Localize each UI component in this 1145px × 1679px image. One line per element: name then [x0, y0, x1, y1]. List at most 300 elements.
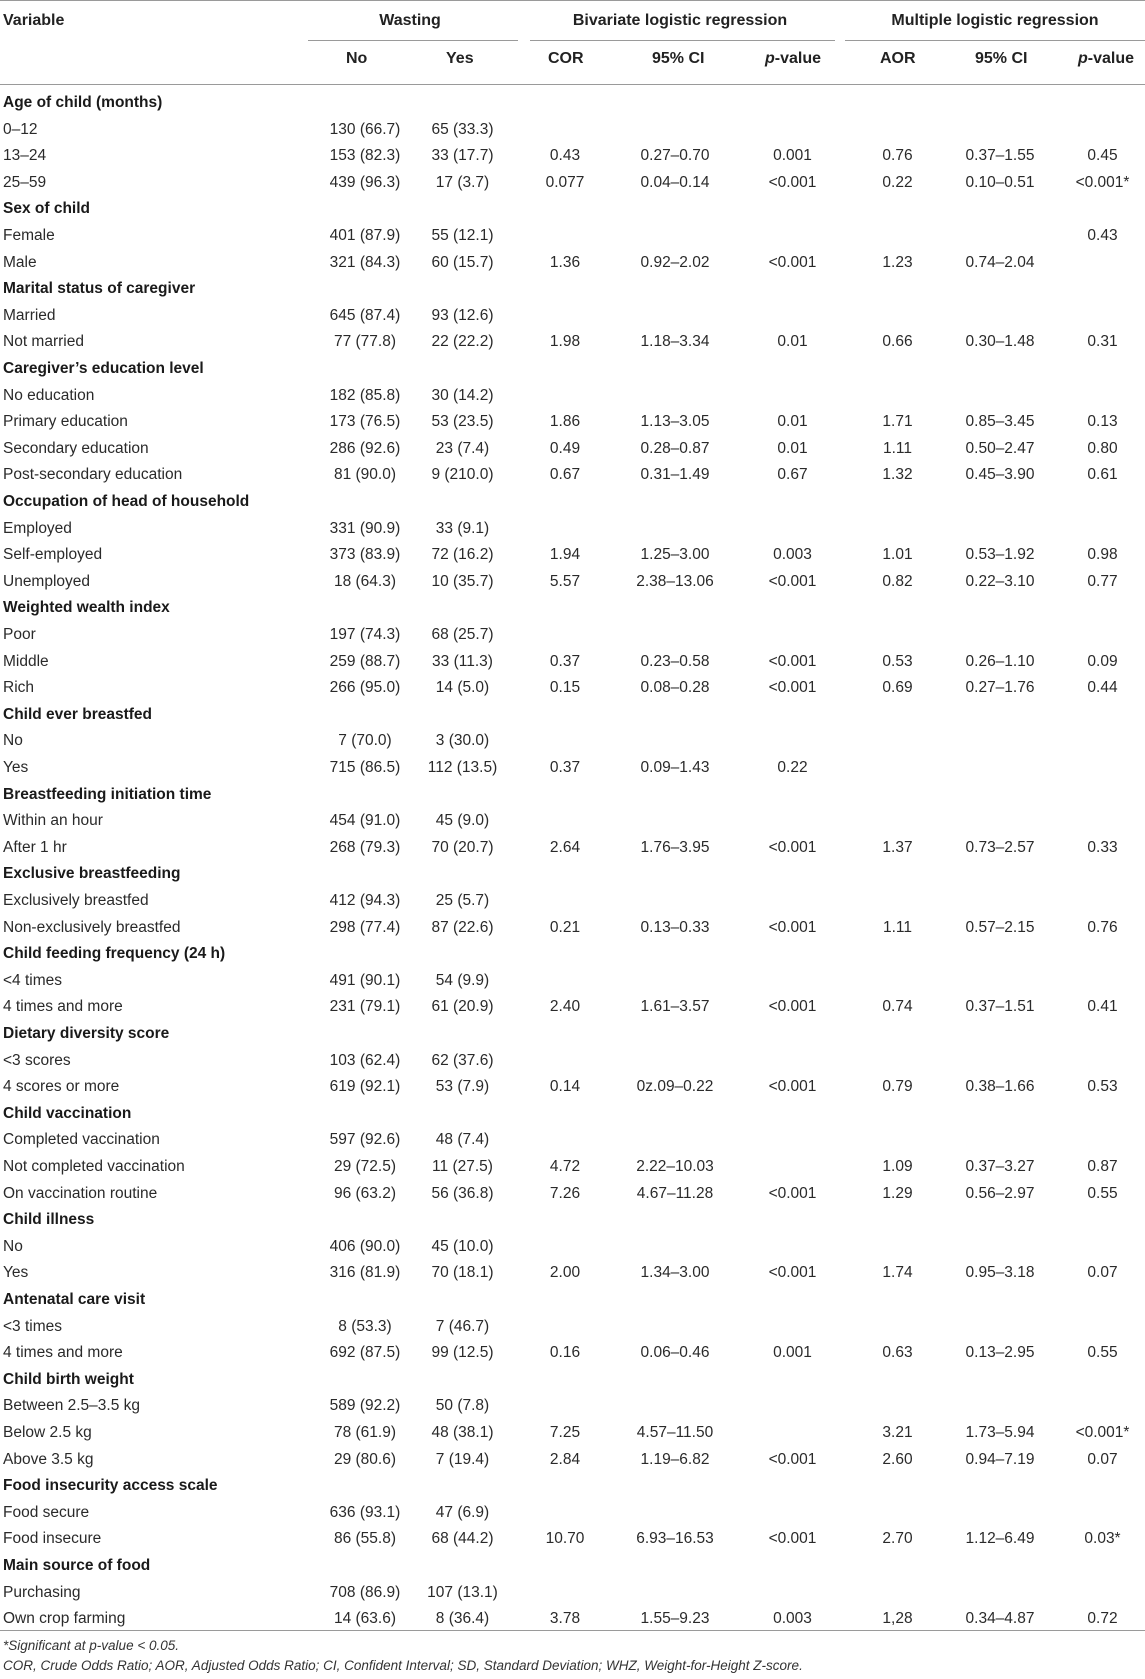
section-header-row [0, 489, 1145, 515]
variable-header: Variable [3, 12, 65, 29]
group-header-wasting: Wasting [379, 12, 441, 29]
cell-yes: 33 (9.1) [435, 519, 490, 537]
cell-aor: 1.23 [882, 253, 913, 271]
section-label: Child feeding frequency (24 h) [3, 945, 226, 963]
section-header-row [0, 90, 1145, 116]
section-header-row [0, 356, 1145, 382]
table-row [0, 329, 1145, 355]
cell-ci2: 0.74–2.04 [965, 253, 1035, 271]
row-label: 4 times and more [3, 1344, 123, 1362]
cell-ci2: 0.85–3.45 [965, 413, 1035, 431]
cell-yes: 53 (23.5) [431, 413, 494, 431]
cell-no: 298 (77.4) [329, 918, 401, 936]
row-label: No education [3, 386, 95, 404]
cell-p2: 0.87 [1087, 1158, 1118, 1175]
cell-no: 692 (87.5) [329, 1344, 401, 1362]
cell-aor: 0.76 [882, 147, 913, 165]
cell-p2: 0.80 [1087, 439, 1118, 457]
header-rule [0, 84, 1145, 85]
cell-no: 103 (62.4) [329, 1051, 401, 1069]
cell-no: 86 (55.8) [333, 1530, 397, 1548]
cell-no: 373 (83.9) [329, 546, 401, 564]
cell-no: 130 (66.7) [329, 120, 401, 138]
cell-ci1: 1.19–6.82 [640, 1450, 710, 1468]
section-header-row [0, 702, 1145, 728]
cell-yes: 107 (13.1) [427, 1583, 498, 1601]
cell-no: 8 (53.3) [338, 1317, 392, 1335]
cell-ci2: 0.34–4.87 [965, 1610, 1035, 1628]
cell-ci1: 0.04–0.14 [640, 173, 710, 191]
table-row [0, 675, 1145, 701]
cell-yes: 50 (7.8) [435, 1397, 490, 1415]
table-row [0, 1340, 1145, 1366]
col-header-ci1: 95% CI [652, 50, 705, 67]
cell-p1: <0.001 [768, 1264, 817, 1282]
cell-no: 153 (82.3) [329, 147, 401, 165]
cell-ci1: 0.92–2.02 [640, 253, 710, 271]
cell-p2: <0.001* [1075, 1424, 1130, 1441]
table-row [0, 888, 1145, 914]
cell-aor: 1.29 [882, 1184, 913, 1202]
cell-p1: <0.001 [768, 652, 817, 670]
row-label: Above 3.5 kg [3, 1450, 94, 1468]
row-label: Female [3, 227, 55, 244]
row-label: No [3, 732, 23, 750]
cell-aor: 1.11 [882, 918, 913, 936]
cell-aor: 1.01 [882, 546, 913, 564]
cell-ci1: 2.22–10.03 [636, 1158, 714, 1175]
table-row [0, 170, 1145, 196]
cell-yes: 68 (25.7) [431, 626, 494, 643]
cell-ci1: 0.31–1.49 [640, 466, 710, 484]
row-label: Own crop farming [3, 1610, 126, 1628]
cell-no: 266 (95.0) [329, 679, 401, 697]
cell-aor: 2.60 [882, 1450, 913, 1468]
table-row [0, 1393, 1145, 1419]
cell-no: 715 (86.5) [329, 759, 401, 776]
cell-cor: 0.14 [549, 1078, 581, 1096]
cell-yes: 54 (9.9) [435, 971, 490, 989]
table-row [0, 1526, 1145, 1552]
cell-cor: 0.077 [545, 173, 585, 191]
table-row [0, 1314, 1145, 1340]
cell-p1: <0.001 [768, 1530, 817, 1548]
table-row [0, 383, 1145, 409]
row-label: Employed [3, 519, 72, 537]
cell-ci1: 4.57–11.50 [636, 1424, 714, 1441]
cell-ci1: 1.55–9.23 [640, 1610, 710, 1628]
row-label: Post-secondary education [3, 466, 183, 484]
cell-ci1: 0.06–0.46 [640, 1344, 710, 1362]
cell-no: 29 (72.5) [333, 1158, 397, 1175]
cell-no: 491 (90.1) [329, 971, 401, 989]
row-label: Secondary education [3, 439, 149, 457]
cell-p1: <0.001 [768, 253, 817, 271]
row-label: Not completed vaccination [3, 1158, 185, 1175]
row-label: Not married [3, 333, 84, 351]
cell-p2: 0.41 [1087, 998, 1118, 1016]
cell-ci1: 1.13–3.05 [640, 413, 710, 431]
row-label: Purchasing [3, 1583, 81, 1601]
section-header-row [0, 1021, 1145, 1047]
cell-cor: 0.43 [549, 147, 581, 165]
cell-ci2: 0.95–3.18 [965, 1264, 1035, 1282]
row-label: 13–24 [3, 147, 47, 165]
cell-ci1: 0.23–0.58 [640, 652, 710, 670]
cell-yes: 68 (44.2) [431, 1530, 494, 1548]
row-label: Food insecure [3, 1530, 102, 1548]
cell-aor: 1.09 [882, 1158, 913, 1175]
cell-p1: <0.001 [768, 173, 817, 191]
cell-p1: <0.001 [768, 998, 817, 1016]
cell-cor: 10.70 [545, 1530, 585, 1548]
row-label: Between 2.5–3.5 kg [3, 1397, 141, 1415]
top-rule [0, 0, 1145, 1]
cell-no: 182 (85.8) [329, 386, 401, 404]
cell-yes: 8 (36.4) [435, 1610, 490, 1628]
cell-p1: 0.003 [773, 1610, 812, 1628]
cell-p2: 0.33 [1087, 838, 1118, 856]
cell-no: 645 (87.4) [329, 306, 401, 324]
cell-yes: 9 (210.0) [431, 466, 494, 484]
cell-p2: 0.72 [1087, 1610, 1118, 1628]
cell-aor: 2.70 [882, 1530, 913, 1548]
cell-yes: 72 (16.2) [431, 546, 494, 564]
cell-ci2: 1.12–6.49 [965, 1530, 1035, 1548]
cell-cor: 0.21 [549, 918, 581, 936]
cell-ci2: 0.27–1.76 [965, 679, 1035, 697]
cell-yes: 48 (38.1) [431, 1424, 494, 1441]
group-header-multiple: Multiple logistic regression [891, 12, 1099, 29]
row-label: Food secure [3, 1503, 90, 1521]
section-label: Child birth weight [3, 1370, 134, 1388]
cell-ci1: 0.13–0.33 [640, 918, 710, 936]
cell-ci1: 1.18–3.34 [640, 333, 710, 351]
cell-yes: 93 (12.6) [431, 306, 494, 324]
table-row [0, 516, 1145, 542]
section-label: Age of child (months) [3, 94, 163, 111]
cell-aor: 3.21 [882, 1424, 913, 1441]
cell-no: 7 (70.0) [338, 732, 392, 750]
table-row [0, 1127, 1145, 1153]
section-header-row [0, 941, 1145, 967]
cell-p1: 0.001 [773, 1344, 812, 1362]
cell-no: 96 (63.2) [333, 1184, 397, 1202]
row-label: 0–12 [3, 120, 38, 138]
section-label: Food insecurity access scale [3, 1477, 218, 1495]
cell-yes: 33 (17.7) [431, 147, 494, 165]
cell-aor: 0.69 [882, 679, 913, 697]
cell-p1: 0.01 [777, 439, 808, 457]
group-header-bivariate: Bivariate logistic regression [572, 12, 788, 29]
cell-yes: 7 (19.4) [435, 1450, 490, 1468]
cell-yes: 45 (9.0) [435, 812, 490, 830]
table-row [0, 622, 1145, 648]
cell-yes: 99 (12.5) [431, 1344, 494, 1362]
table-row [0, 117, 1145, 143]
cell-p1: 0.01 [777, 413, 808, 431]
cell-ci2: 0.37–1.51 [965, 998, 1035, 1016]
cell-cor: 0.15 [549, 679, 581, 697]
cell-cor: 4.72 [549, 1158, 581, 1175]
cell-cor: 2.64 [549, 838, 581, 856]
cell-cor: 7.26 [549, 1184, 581, 1202]
cell-yes: 70 (20.7) [431, 838, 494, 856]
cell-aor: 0.63 [882, 1344, 913, 1362]
cell-ci1: 4.67–11.28 [636, 1184, 714, 1202]
table-row [0, 436, 1145, 462]
row-label: Self-employed [3, 546, 103, 564]
cell-p1: <0.001 [768, 838, 817, 856]
table-row [0, 462, 1145, 488]
table-row [0, 409, 1145, 435]
cell-cor: 0.16 [549, 1344, 581, 1362]
section-header-row [0, 1287, 1145, 1313]
cell-no: 589 (92.2) [329, 1397, 401, 1415]
cell-cor: 1.36 [549, 253, 581, 271]
cell-yes: 17 (3.7) [435, 173, 490, 191]
cell-aor: 1.71 [882, 413, 913, 431]
row-label: Yes [3, 1264, 29, 1282]
table-row [0, 728, 1145, 754]
section-header-row [0, 1207, 1145, 1233]
footnote-abbreviations: COR, Crude Odds Ratio; AOR, Adjusted Odds Ratio; CI, Confident Interval; SD, Standard Deviation; WHZ, Weight-for-Height Z-score. [3, 1658, 803, 1673]
cell-aor: 1.32 [882, 466, 913, 484]
cell-ci2: 0.53–1.92 [965, 546, 1035, 564]
cell-ci1: 6.93–16.53 [636, 1530, 714, 1548]
cell-p1: <0.001 [768, 1450, 817, 1468]
cell-no: 259 (88.7) [329, 652, 401, 670]
section-header-row [0, 1101, 1145, 1127]
cell-ci1: 1.76–3.95 [640, 838, 710, 856]
cell-ci2: 0.37–1.55 [965, 147, 1035, 165]
cell-cor: 2.40 [549, 998, 581, 1016]
cell-p1: 0.22 [777, 759, 808, 776]
section-label: Child illness [3, 1211, 95, 1229]
cell-ci2: 0.45–3.90 [965, 466, 1035, 484]
cell-yes: 30 (14.2) [431, 386, 494, 404]
cell-p1: 0.003 [773, 546, 812, 564]
row-label: Poor [3, 626, 36, 643]
cell-p1: 0.01 [777, 333, 808, 351]
cell-aor: 0.79 [882, 1078, 913, 1096]
cell-p2: 0.07 [1087, 1264, 1118, 1282]
cell-aor: 1.11 [882, 439, 913, 457]
row-label: <4 times [3, 971, 63, 989]
table-row [0, 994, 1145, 1020]
cell-cor: 2.00 [549, 1264, 581, 1282]
section-header-row [0, 196, 1145, 222]
table-row [0, 915, 1145, 941]
table-row [0, 1606, 1145, 1632]
cell-p1: 0.001 [773, 147, 812, 165]
table-row [0, 1234, 1145, 1260]
cell-ci2: 0.73–2.57 [965, 838, 1035, 856]
cell-yes: 53 (7.9) [435, 1078, 490, 1096]
section-label: Marital status of caregiver [3, 280, 196, 298]
cell-yes: 112 (13.5) [427, 759, 498, 776]
cell-ci1: 2.38–13.06 [636, 572, 714, 590]
table-row [0, 1420, 1145, 1446]
row-label: Middle [3, 652, 49, 670]
cell-ci2: 0.56–2.97 [965, 1184, 1035, 1202]
cell-p2: 0.07 [1087, 1450, 1118, 1468]
cell-no: 29 (80.6) [333, 1450, 397, 1468]
table-row [0, 143, 1145, 169]
cell-ci1: 1.34–3.00 [640, 1264, 710, 1282]
cell-no: 286 (92.6) [329, 439, 401, 457]
cell-no: 231 (79.1) [329, 998, 401, 1016]
cell-ci2: 0.57–2.15 [965, 918, 1035, 936]
cell-no: 331 (90.9) [329, 519, 401, 537]
cell-p2: 0.43 [1087, 227, 1118, 244]
cell-ci2: 0.22–3.10 [965, 572, 1035, 590]
cell-no: 412 (94.3) [329, 892, 401, 909]
cell-aor: 0.22 [882, 173, 913, 191]
section-header-row [0, 276, 1145, 302]
cell-cor: 0.67 [549, 466, 581, 484]
cell-no: 18 (64.3) [333, 572, 397, 590]
cell-no: 439 (96.3) [329, 173, 401, 191]
cell-cor: 1.94 [549, 546, 581, 564]
table-row [0, 542, 1145, 568]
cell-p1: 0.67 [777, 466, 808, 484]
cell-aor: 0.53 [882, 652, 913, 670]
section-header-row [0, 861, 1145, 887]
cell-ci1: 0.28–0.87 [640, 439, 710, 457]
cell-no: 321 (84.3) [329, 253, 401, 271]
row-label: Completed vaccination [3, 1131, 160, 1149]
cell-ci2: 0.50–2.47 [965, 439, 1035, 457]
cell-no: 14 (63.6) [333, 1610, 397, 1628]
cell-p2: 0.53 [1087, 1078, 1118, 1096]
cell-ci1: 1.25–3.00 [640, 546, 710, 564]
cell-p1: <0.001 [768, 679, 817, 697]
cell-aor: 1.74 [882, 1264, 913, 1282]
cell-no: 406 (90.0) [329, 1237, 401, 1255]
group-underline-bivariate [530, 40, 835, 41]
table-row [0, 968, 1145, 994]
section-label: Main source of food [3, 1557, 151, 1574]
cell-p1: <0.001 [768, 1078, 817, 1096]
section-label: Child ever breastfed [3, 705, 153, 723]
cell-no: 81 (90.0) [333, 466, 397, 484]
cell-cor: 7.25 [549, 1424, 581, 1441]
row-label: Yes [3, 759, 29, 776]
table-row [0, 1181, 1145, 1207]
cell-p2: 0.31 [1087, 333, 1118, 351]
cell-no: 197 (74.3) [329, 626, 401, 643]
cell-p2: 0.44 [1087, 679, 1118, 697]
row-label: Below 2.5 kg [3, 1424, 92, 1441]
table-row [0, 1154, 1145, 1180]
cell-ci2: 0.13–2.95 [965, 1344, 1035, 1362]
cell-p2: <0.001* [1075, 173, 1130, 191]
table-row [0, 755, 1145, 781]
cell-yes: 33 (11.3) [432, 652, 493, 670]
cell-ci2: 0.30–1.48 [965, 333, 1035, 351]
cell-yes: 7 (46.7) [435, 1317, 490, 1335]
section-label: Caregiver’s education level [3, 360, 204, 377]
cell-ci1: 0.08–0.28 [640, 679, 710, 697]
row-label: After 1 hr [3, 838, 67, 856]
cell-no: 78 (61.9) [333, 1424, 397, 1441]
cell-yes: 56 (36.8) [431, 1184, 494, 1202]
cell-cor: 1.86 [549, 413, 581, 431]
table-row [0, 303, 1145, 329]
cell-ci2: 0.94–7.19 [965, 1450, 1035, 1468]
section-header-row [0, 782, 1145, 808]
cell-yes: 65 (33.3) [431, 120, 494, 138]
row-label: Rich [3, 679, 35, 697]
cell-yes: 70 (18.1) [431, 1264, 494, 1282]
table-row [0, 569, 1145, 595]
table-row [0, 1048, 1145, 1074]
col-header-no: No [346, 50, 368, 67]
cell-ci1: 0z.09–0.22 [636, 1078, 714, 1096]
cell-yes: 61 (20.9) [431, 998, 494, 1016]
cell-no: 77 (77.8) [333, 333, 397, 351]
cell-yes: 48 (7.4) [435, 1131, 490, 1149]
cell-yes: 23 (7.4) [435, 439, 490, 457]
cell-yes: 45 (10.0) [431, 1237, 494, 1255]
group-underline-wasting [308, 40, 518, 41]
row-label: Married [3, 306, 56, 324]
cell-yes: 47 (6.9) [435, 1503, 490, 1521]
section-label: Weighted wealth index [3, 599, 170, 617]
section-label: Sex of child [3, 200, 90, 218]
table-row [0, 835, 1145, 861]
cell-no: 636 (93.1) [329, 1503, 401, 1521]
cell-aor: 1,28 [882, 1610, 913, 1628]
cell-p2: 0.61 [1087, 466, 1118, 484]
cell-ci2: 0.38–1.66 [965, 1078, 1035, 1096]
row-label: <3 scores [3, 1051, 71, 1069]
row-label: Exclusively breastfed [3, 892, 149, 909]
cell-ci1: 1.61–3.57 [640, 998, 710, 1016]
cell-cor: 0.37 [549, 759, 581, 776]
cell-p2: 0.13 [1087, 413, 1118, 431]
table-row [0, 1447, 1145, 1473]
cell-yes: 60 (15.7) [431, 253, 494, 271]
row-label: 4 times and more [3, 998, 123, 1016]
col-header-yes: Yes [446, 50, 474, 67]
bottom-rule [0, 1630, 1145, 1631]
cell-cor: 1.98 [549, 333, 581, 351]
row-label: On vaccination routine [3, 1184, 158, 1202]
col-header-p1: p-value [765, 50, 822, 67]
cell-yes: 87 (22.6) [431, 918, 494, 936]
cell-ci2: 0.26–1.10 [965, 652, 1035, 670]
col-header-ci2: 95% CI [975, 50, 1028, 67]
row-label: <3 times [3, 1317, 63, 1335]
group-underline-multiple [845, 40, 1145, 41]
col-header-cor: COR [548, 50, 584, 67]
cell-p2: 0.03* [1084, 1530, 1121, 1548]
cell-ci2: 0.10–0.51 [965, 173, 1035, 191]
table-row [0, 808, 1145, 834]
cell-p1: <0.001 [768, 1184, 817, 1202]
col-header-p2: p-value [1078, 50, 1135, 67]
cell-cor: 0.37 [549, 652, 581, 670]
cell-yes: 14 (5.0) [435, 679, 490, 697]
cell-p2: 0.45 [1087, 147, 1118, 165]
row-label: No [3, 1237, 23, 1255]
cell-yes: 62 (37.6) [431, 1051, 494, 1069]
cell-ci2: 1.73–5.94 [965, 1424, 1035, 1441]
section-label: Exclusive breastfeeding [3, 865, 181, 883]
section-label: Child vaccination [3, 1104, 132, 1122]
